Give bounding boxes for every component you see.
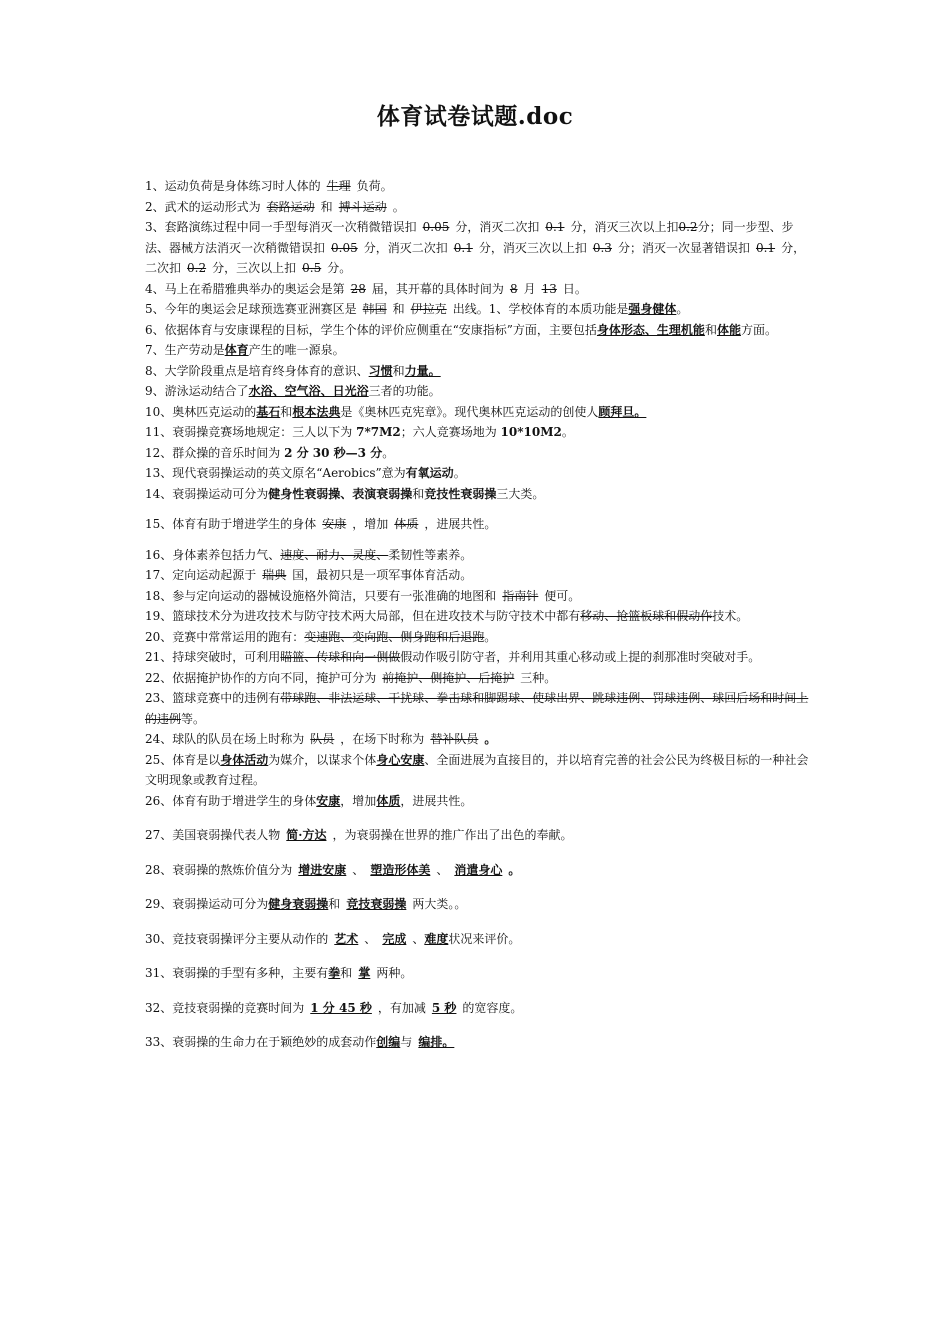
question-text: 方面。 <box>740 322 777 337</box>
question-item <box>145 647 810 668</box>
answer-text: 0.2 <box>187 261 207 275</box>
answer-text: 安康 <box>322 517 347 531</box>
answer-text: 13 <box>541 281 557 296</box>
answer-text: 掌 <box>358 966 371 980</box>
answer-text: 有氧运动 <box>405 466 454 480</box>
question-text: 、全面进展为直接目的，并以培育完善的社会公民为终极目标的一种社会文明现象或教育过程。 <box>145 752 809 787</box>
answer-text: 0.1 <box>453 240 473 255</box>
answer-text: 艺术 <box>334 931 359 946</box>
answer-text: 体能 <box>716 322 741 337</box>
answer-text: 顾拜旦。 <box>598 404 647 419</box>
question-text: 。 <box>484 629 497 644</box>
question-item <box>145 443 810 464</box>
question-text: 29、衰弱操运动可分为 <box>145 897 269 911</box>
question-text: 分，消灭二次扣 <box>363 240 448 255</box>
question-text: ；六人竞赛场地为 <box>400 425 501 439</box>
question-item <box>145 545 810 566</box>
question-text: 。 <box>392 199 405 214</box>
question-text: 25、体育是以 <box>145 752 221 767</box>
question-text: 、 <box>436 862 449 877</box>
question-text: 月 <box>523 281 536 296</box>
question-text: 7、生产劳动是 <box>145 343 225 357</box>
question-text: 33、衰弱操的生命力在于颖绝妙的成套动作 <box>145 1035 377 1049</box>
question-text: 的宽容度。 <box>462 1000 523 1015</box>
question-text: 23、篮球竞赛中的违例有 <box>145 691 281 705</box>
question-text: 与 <box>400 1035 413 1049</box>
question-text: 和 <box>320 199 333 214</box>
answer-text: 生理 <box>326 179 351 193</box>
question-text: 。 <box>561 425 574 439</box>
answer-text: 水浴、空气浴、日光浴 <box>248 384 369 398</box>
question-item <box>145 606 810 627</box>
answer-text: 0.2 <box>678 220 698 234</box>
answer-text: 瞄篮、传球和向一侧做 <box>280 650 401 664</box>
question-text: 三大类。 <box>496 486 545 501</box>
answer-text: 前掩护、侧掩护、后掩护 <box>382 670 515 685</box>
answer-text: 创编 <box>376 1035 401 1049</box>
question-text: ，为衰弱操在世界的推广作出了出色的奉献。 <box>332 828 573 842</box>
answer-text: 身体形态、生理机能 <box>596 322 705 337</box>
answer-text: 0.1 <box>545 220 565 234</box>
question-text: 。 <box>676 302 689 316</box>
question-item <box>145 825 810 846</box>
answer-text: 替补队员 <box>430 732 479 746</box>
question-text: 两种。 <box>376 966 413 980</box>
answer-text: 增进安康 <box>298 862 347 877</box>
answer-text: 带球跑、非法运球、干扰球、拳击球和脚踢球、使球出界、跳球违例、罚球违例、球回后场和时间上的违例 <box>145 691 809 726</box>
answer-text: 变速跑、变向跑、侧身跑和后退跑 <box>304 629 485 644</box>
question-item <box>145 320 810 341</box>
answer-text: 0.3 <box>592 240 612 255</box>
question-text: 和 <box>392 302 405 316</box>
question-item <box>145 929 810 950</box>
question-text: 分，消灭二次扣 <box>455 220 540 234</box>
answer-text: 7*7M <box>356 425 393 439</box>
answer-text: 套路运动 <box>266 199 315 214</box>
question-text: 1、运动负荷是身体练习时人体的 <box>145 179 321 193</box>
answer-text: 2 <box>553 425 562 439</box>
question-text: 22、依据掩护协作的方向不同，掩护可分为 <box>145 670 377 685</box>
question-text: 三种。 <box>520 670 557 685</box>
answer-text: 强身健体 <box>628 302 677 316</box>
question-item <box>145 627 810 648</box>
question-text: 和 <box>340 966 353 980</box>
question-item <box>145 791 810 812</box>
question-text: 出线。1、学校体育的本质功能是 <box>452 302 629 316</box>
question-item <box>145 586 810 607</box>
question-item <box>145 176 810 197</box>
answer-text: 2 分 30 秒—3 分 <box>284 445 383 460</box>
answer-text: 力量。 <box>404 363 441 378</box>
answer-text: 指南针 <box>502 588 539 603</box>
answer-text: 8 <box>509 281 518 296</box>
answer-text: 5 秒 <box>431 1000 457 1015</box>
answer-text: 身心安康 <box>376 752 425 767</box>
answer-text: 韩国 <box>362 302 387 316</box>
question-item <box>145 279 810 300</box>
question-text: 分，消灭三次以上扣 <box>570 220 679 234</box>
answer-text: 根本法典 <box>292 404 341 419</box>
question-text: 27、美国衰弱操代表人物 <box>145 828 281 842</box>
question-text: 14、衰弱操运动可分为 <box>145 486 269 501</box>
question-text: 8、大学阶段重点是培育终身体育的意识、 <box>145 363 369 378</box>
answer-text: 健身性衰弱操、表演衰弱操 <box>268 486 413 501</box>
answer-text: 塑造形体美 <box>370 862 431 877</box>
question-text: 19、篮球技术分为进攻技术与防守技术两大局部，但在进攻技术与防守技术中都有 <box>145 609 581 623</box>
question-text: 10、奥林匹克运动的 <box>145 404 257 419</box>
question-text: 5、今年的奥运会足球预选赛亚洲赛区是 <box>145 302 357 316</box>
question-text: 28、衰弱操的熬炼价值分为 <box>145 862 293 877</box>
question-text: 26、体育有助于增进学生的身体 <box>145 793 317 808</box>
answer-text: 。 <box>484 732 497 746</box>
question-text: 、 <box>352 862 365 877</box>
question-item <box>145 484 810 505</box>
question-text: 24、球队的队员在场上时称为 <box>145 732 305 746</box>
question-text: ，在场下时称为 <box>340 732 425 746</box>
answer-text: 28 <box>350 281 366 296</box>
question-text: 三者的功能。 <box>368 384 441 398</box>
question-text: ，有加减 <box>377 1000 426 1015</box>
answer-text: 。 <box>508 862 521 877</box>
answer-text: 竞技性衰弱操 <box>424 486 497 501</box>
question-text: 3、套路演练过程中同一手型每消灭一次稍微错误扣 <box>145 220 417 234</box>
answer-text: 拳 <box>328 966 341 980</box>
answer-text: 伊拉克 <box>410 302 447 316</box>
question-text: 分；同一步型、步法、器械方法消灭一次稍微错误扣 <box>145 220 794 255</box>
question-text: 18、参与定向运动的器械设施格外简洁，只要有一张准确的地图和 <box>145 588 497 603</box>
question-item <box>145 750 810 791</box>
question-text: 11、衰弱操竞赛场地规定：三人以下为 <box>145 425 357 439</box>
question-text: 15、体育有助于增进学生的身体 <box>145 517 317 531</box>
question-text: 假动作吸引防守者，并利用其重心移动或上提的刹那准时突破对手。 <box>400 650 761 664</box>
question-item <box>145 217 810 279</box>
question-text: 是《奥林匹克宪章》。现代奥林匹克运动的创使人 <box>340 404 599 419</box>
question-item <box>145 340 810 361</box>
question-text: 和 <box>328 897 341 911</box>
answer-text: 消遣身心 <box>454 862 503 877</box>
question-text: 31、衰弱操的手型有多种，主要有 <box>145 966 329 980</box>
question-text: 届，其开幕的具体时间为 <box>371 281 504 296</box>
question-text: ，增加 <box>340 793 377 808</box>
question-text: 产生的唯一源泉。 <box>248 343 345 357</box>
answer-text: 10*10M <box>500 425 554 439</box>
question-item <box>145 565 810 586</box>
answer-text: 习惯 <box>368 363 393 378</box>
answer-text: 搏斗运动 <box>338 199 387 214</box>
answer-text: 健身衰弱操 <box>268 897 329 911</box>
question-item <box>145 894 810 915</box>
document-title: 体育试卷试题.doc <box>376 103 574 130</box>
question-text: 和 <box>392 363 405 378</box>
question-item <box>145 688 810 729</box>
answer-text: 0.5 <box>302 261 322 275</box>
answer-text: 移动、抢篮板球和假动作 <box>580 609 713 623</box>
question-text: 状况来评价。 <box>448 931 521 946</box>
question-text: 13、现代衰弱操运动的英文原名“Aerobics”意为 <box>145 466 406 480</box>
question-text: 12、群众操的音乐时间为 <box>145 445 285 460</box>
answer-text: 队员 <box>310 732 335 746</box>
question-text: 2、武术的运动形式为 <box>145 199 261 214</box>
question-text: 分，二次扣 <box>145 240 806 275</box>
question-text: 等。 <box>181 711 206 726</box>
question-text: 分；消灭一次显著错误扣 <box>617 240 750 255</box>
answer-text: 难度 <box>424 931 449 946</box>
answer-text: 体质 <box>376 793 401 808</box>
answer-text: 竞技衰弱操 <box>346 897 407 911</box>
question-text: 国，最初只是一项军事体育活动。 <box>292 568 473 582</box>
question-text: 技术。 <box>712 609 749 623</box>
question-text: 两大类。。 <box>412 897 467 911</box>
answer-text: 瑞典 <box>262 568 287 582</box>
question-text: 分。 <box>327 261 352 275</box>
answer-text: 体育 <box>224 343 249 357</box>
question-text: 17、定向运动起源于 <box>145 568 257 582</box>
question-text: 日。 <box>562 281 587 296</box>
question-item <box>145 998 810 1019</box>
question-item <box>145 381 810 402</box>
question-text: 9、游泳运动结合了 <box>145 384 249 398</box>
question-item <box>145 963 810 984</box>
answer-text: 安康 <box>316 793 341 808</box>
answer-text: 2 <box>392 425 401 439</box>
question-text: 便可。 <box>544 588 581 603</box>
question-item <box>145 668 810 689</box>
question-text: 分，消灭三次以上扣 <box>478 240 587 255</box>
question-text: ，进展共性。 <box>400 793 473 808</box>
question-item <box>145 860 810 881</box>
question-text: 负荷。 <box>356 179 393 193</box>
question-item <box>145 1032 810 1053</box>
answer-text: 体质 <box>394 517 419 531</box>
question-item <box>145 197 810 218</box>
question-text: 21、持球突破时，可利用 <box>145 650 281 664</box>
question-item <box>145 463 810 484</box>
question-text: 和 <box>412 486 425 501</box>
question-text: ，增加 <box>352 517 389 531</box>
question-text: 32、竞技衰弱操的竞赛时间为 <box>145 1000 305 1015</box>
question-text: 和 <box>704 322 717 337</box>
answer-text: 完成 <box>382 931 407 946</box>
question-text: 、 <box>412 931 425 946</box>
question-text: 。 <box>382 445 395 460</box>
question-item <box>145 729 810 750</box>
question-text: 16、身体素养包括力气、 <box>145 547 281 562</box>
question-text: 柔韧性等素养。 <box>388 547 473 562</box>
answer-text: 身体活动 <box>220 752 269 767</box>
question-text: 6、依据体育与安康课程的目标，学生个体的评价应侧重在“安康指标”方面，主要包括 <box>145 322 597 337</box>
question-text: 30、竞技衰弱操评分主要从动作的 <box>145 931 329 946</box>
question-text: 分，三次以上扣 <box>212 261 297 275</box>
question-item <box>145 299 810 320</box>
answer-text: 编排。 <box>418 1035 455 1049</box>
question-text: 。 <box>453 466 466 480</box>
answer-text: 0.1 <box>755 240 776 255</box>
question-item <box>145 361 810 382</box>
question-item <box>145 402 810 423</box>
answer-text: 1 分 45 秒 <box>310 1000 372 1015</box>
question-text: 20、竞赛中常常运用的跑有： <box>145 629 305 644</box>
question-text: 4、马上在希腊雅典举办的奥运会是第 <box>145 281 345 296</box>
answer-text: 0.05 <box>331 240 358 255</box>
answer-text: 基石 <box>256 404 281 419</box>
answer-text: 0.05 <box>422 220 450 234</box>
question-item <box>145 514 810 535</box>
answer-text: 简·方达 <box>286 828 327 842</box>
question-text: 为媒介，以谋求个体 <box>268 752 377 767</box>
answer-text: 速度、耐力、灵度、 <box>280 547 389 562</box>
question-text: 、 <box>364 931 377 946</box>
question-list <box>145 176 810 1053</box>
question-text: 和 <box>280 404 293 419</box>
question-item <box>145 422 810 443</box>
question-text: ，进展共性。 <box>424 517 497 531</box>
